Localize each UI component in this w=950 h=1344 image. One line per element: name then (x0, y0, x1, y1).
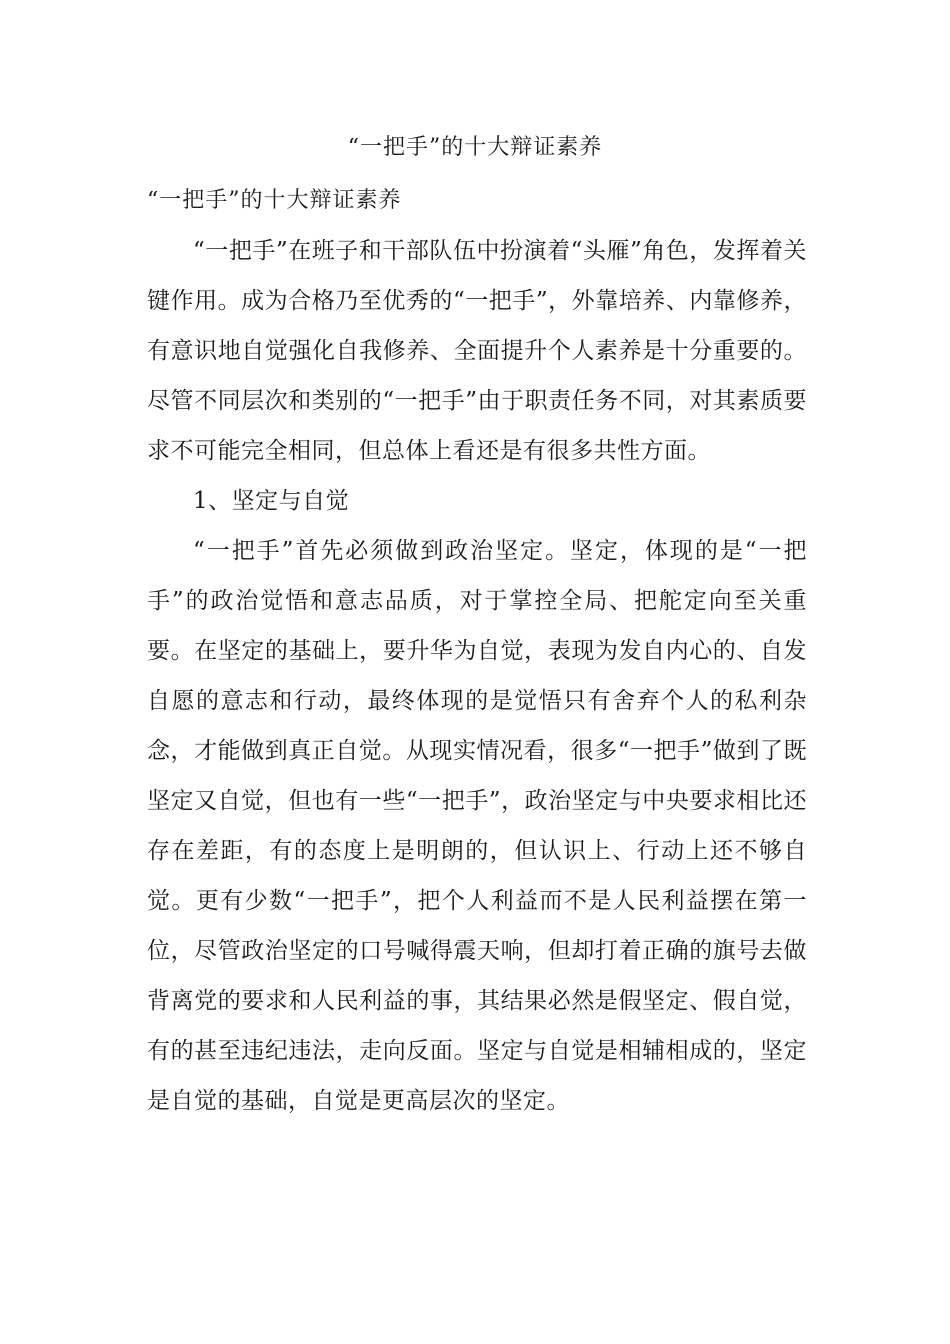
intro-paragraph: “一把手”在班子和干部队伍中扮演着“头雁”角色，发挥着关键作用。成为合格乃至优秀的“一把手”，外靠培养、内靠修养，有意识地自觉强化自我修养、全面提升个人素养是十分重要的。尽管不同层次和类别的“一把手”由于职责任务不同，对其素质要求不可能完全相同，但总体上看还是有很多共性方面。 (147, 238, 807, 464)
document-body (147, 176, 807, 1126)
section-paragraph: “一把手”首先必须做到政治坚定。坚定，体现的是“一把手”的政治觉悟和意志品质，对于掌控全局、把舵定向至关重要。在坚定的基础上，要升华为自觉，表现为发自内心的、自发自愿的意志和行动，最终体现的是觉悟只有舍弃个人的私利杂念，才能做到真正自觉。从现实情况看，很多“一把手”做到了既坚定又自觉，但也有一些“一把手”，政治坚定与中央要求相比还存在差距，有的态度上是明朗的，但认识上、行动上还不够自觉。更有少数“一把手”，把个人利益而不是人民利益摆在第一位，尽管政治坚定的口号喊得震天响，但却打着正确的旗号去做背离党的要求和人民利益的事，其结果必然是假坚定、假自觉，有的甚至违纪违法，走向反面。坚定与自觉是相辅相成的，坚定是自觉的基础，自觉是更高层次的坚定。 (147, 538, 807, 1114)
section-heading: 1、坚定与自觉 (193, 488, 350, 514)
document-subtitle: “一把手”的十大辩证素养 (147, 188, 402, 213)
document-title: “一把手”的十大辩证素养 (347, 135, 603, 160)
